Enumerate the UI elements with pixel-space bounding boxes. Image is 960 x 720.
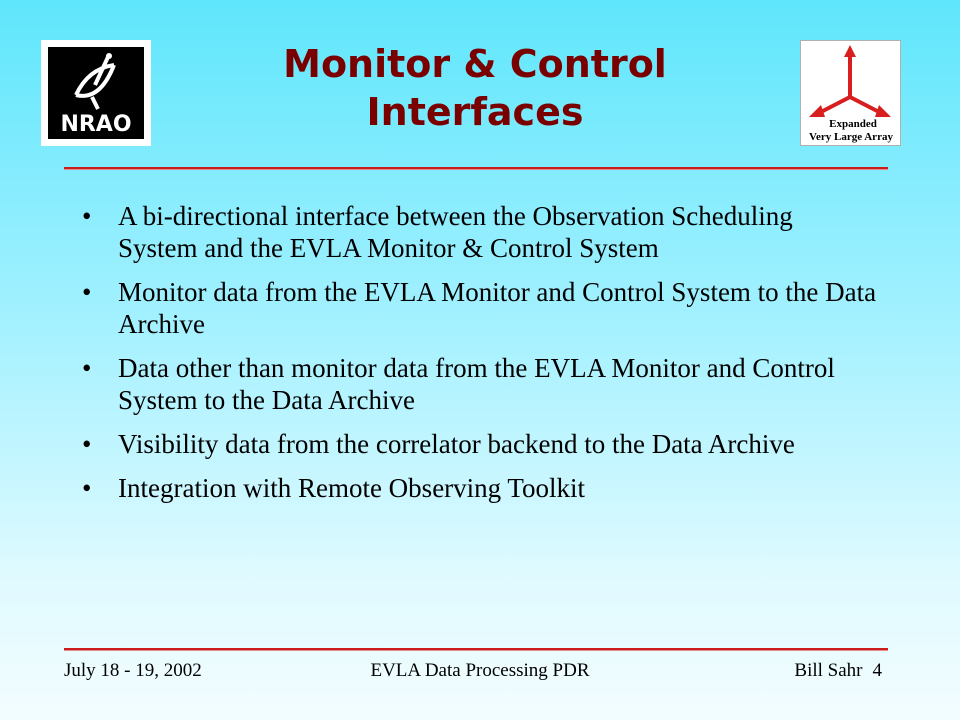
list-item — [78, 352, 878, 416]
bullet-icon: • — [82, 473, 92, 503]
bullet-text: Visibility data from the correlator backend to the Data Archive — [118, 429, 795, 459]
evla-logo-graphic — [801, 41, 900, 145]
footer-author-page — [794, 660, 882, 682]
bullet-text: A bi-directional interface between the Observation Scheduling System and the EVLA Monitor & Control System — [118, 201, 793, 263]
footer-author: Bill Sahr — [794, 660, 863, 681]
bullet-list — [78, 200, 878, 516]
bullet-icon: • — [82, 353, 92, 383]
nrao-logo — [41, 40, 151, 146]
evla-logo — [800, 40, 901, 146]
nrao-logo-graphic — [48, 47, 144, 139]
evla-logo-line-2: Very Large Array — [809, 131, 893, 143]
bullet-icon: • — [82, 429, 92, 459]
page-title — [170, 40, 780, 136]
bullet-text: Integration with Remote Observing Toolkit — [118, 473, 586, 503]
title-line-1: Monitor & Control — [283, 42, 667, 86]
page-number: 4 — [872, 660, 882, 681]
title-line-2: Interfaces — [366, 90, 584, 134]
bullet-text: Data other than monitor data from the EVLA Monitor and Control System to the Data Archive — [118, 353, 835, 415]
header-divider — [64, 167, 888, 169]
bullet-icon: • — [82, 277, 92, 307]
footer-date: July 18 - 19, 2002 — [64, 660, 202, 681]
bullet-icon: • — [82, 201, 92, 231]
list-item — [78, 200, 878, 264]
list-item — [78, 428, 878, 460]
footer-divider — [64, 648, 888, 650]
bullet-text: Monitor data from the EVLA Monitor and Control System to the Data Archive — [118, 277, 877, 339]
list-item — [78, 472, 878, 504]
evla-logo-line-1: Expanded — [829, 118, 877, 130]
footer-event: EVLA Data Processing PDR — [370, 660, 590, 681]
list-item — [78, 276, 878, 340]
nrao-logo-text: NRAO — [60, 112, 132, 137]
